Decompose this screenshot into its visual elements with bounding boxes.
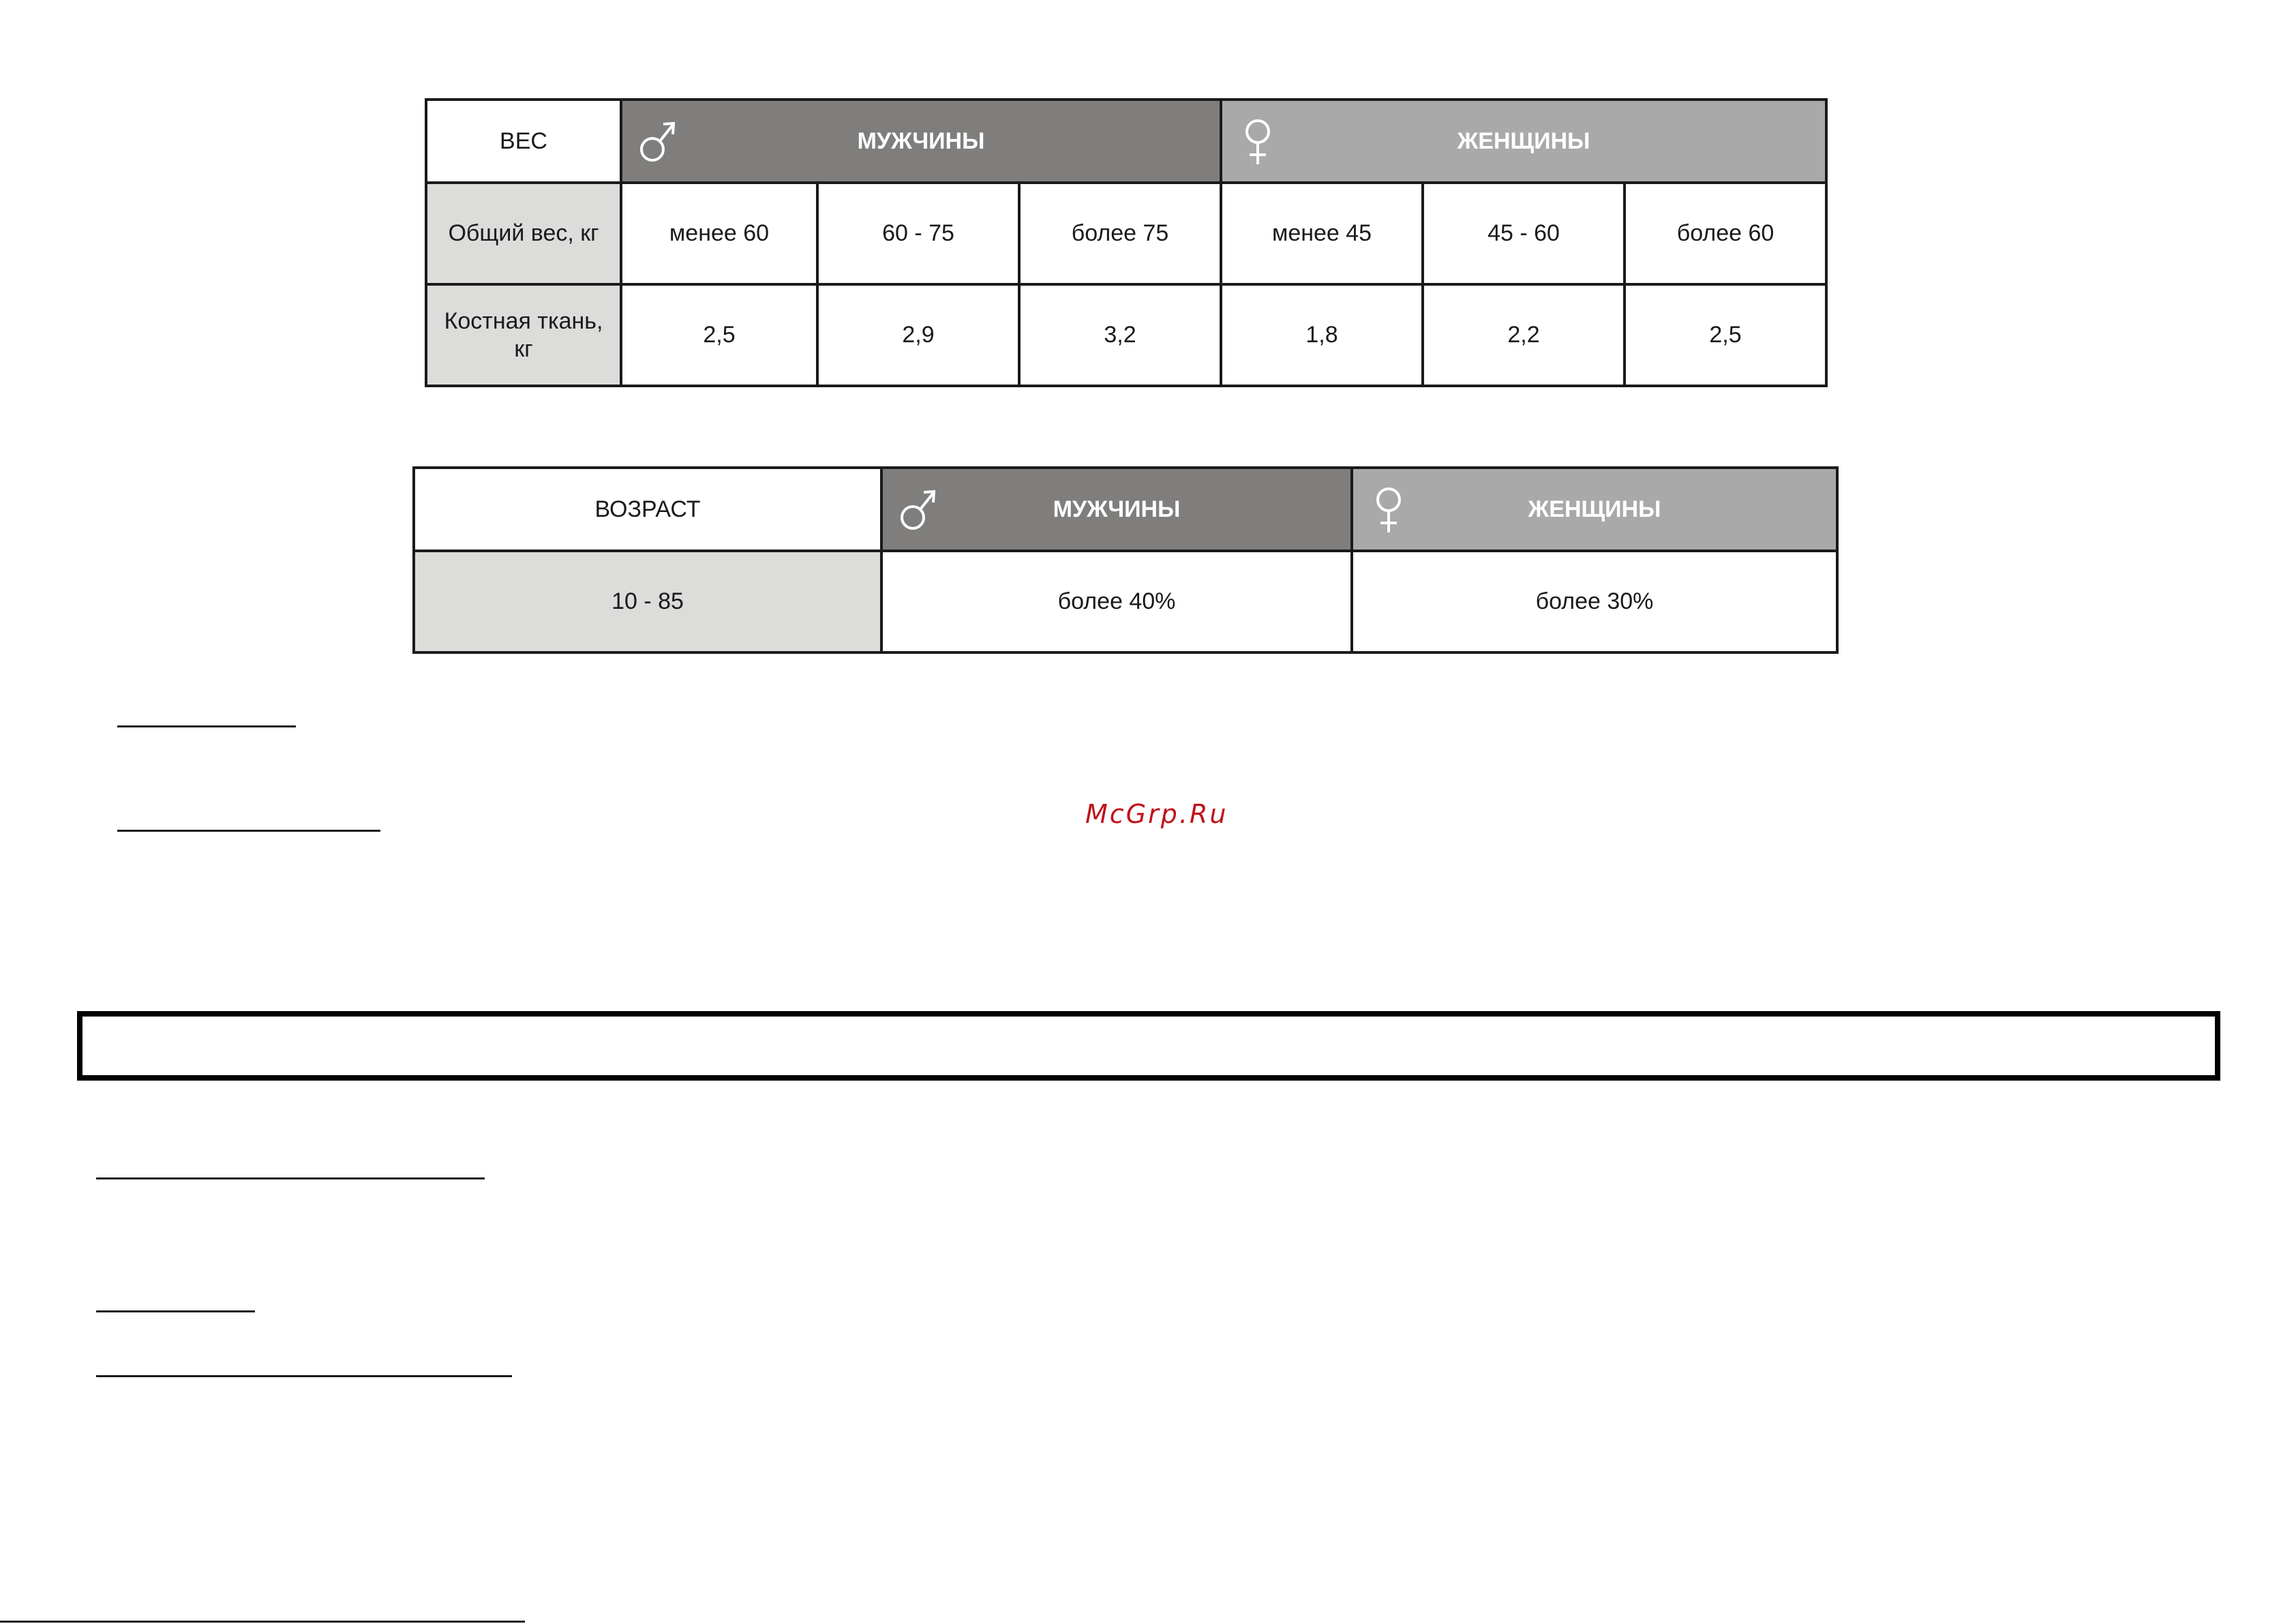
table-row	[426, 284, 1826, 386]
age-header-women	[1352, 468, 1837, 551]
table-cell: более 40%	[881, 551, 1352, 652]
blank-underline	[96, 1375, 512, 1377]
weight-header-men	[621, 100, 1221, 183]
age-header-men	[881, 468, 1352, 551]
table-cell: 45 - 60	[1423, 183, 1625, 284]
male-symbol-icon	[898, 483, 939, 535]
weight-header-women	[1221, 100, 1826, 183]
female-symbol-icon	[1368, 483, 1409, 535]
table-cell: более 60	[1625, 183, 1826, 284]
age-header-women-label: ЖЕНЩИНЫ	[1528, 496, 1661, 522]
row-label: Общий вес, кг	[426, 183, 621, 284]
table-cell: 60 - 75	[817, 183, 1019, 284]
footnote-rule	[0, 1621, 525, 1623]
table-row	[426, 183, 1826, 284]
row-label: Костная ткань, кг	[426, 284, 621, 386]
table-cell: более 75	[1019, 183, 1221, 284]
table-cell: 2,5	[1625, 284, 1826, 386]
age-header-men-label: МУЖЧИНЫ	[1053, 496, 1181, 522]
empty-frame	[77, 1011, 2220, 1081]
blank-underline	[117, 725, 296, 727]
table-cell: 3,2	[1019, 284, 1221, 386]
age-header-label: ВОЗРАСТ	[414, 468, 881, 551]
blank-underline	[96, 1310, 255, 1312]
male-symbol-icon	[637, 115, 678, 167]
weight-table	[425, 98, 1828, 387]
table-cell: 2,2	[1423, 284, 1625, 386]
table-row	[414, 551, 1837, 652]
blank-underline	[117, 830, 380, 832]
age-table	[412, 466, 1839, 654]
table-cell: более 30%	[1352, 551, 1837, 652]
blank-underline	[96, 1177, 485, 1179]
table-cell: менее 60	[621, 183, 817, 284]
table-cell: 2,5	[621, 284, 817, 386]
weight-header-men-label: МУЖЧИНЫ	[857, 127, 985, 154]
weight-header-women-label: ЖЕНЩИНЫ	[1457, 127, 1590, 154]
table-cell: 2,9	[817, 284, 1019, 386]
table-cell: менее 45	[1221, 183, 1423, 284]
watermark: McGrp.Ru	[1085, 799, 1228, 829]
female-symbol-icon	[1237, 115, 1278, 167]
table-cell: 1,8	[1221, 284, 1423, 386]
weight-header-label: ВЕС	[426, 100, 621, 183]
row-label: 10 - 85	[414, 551, 881, 652]
